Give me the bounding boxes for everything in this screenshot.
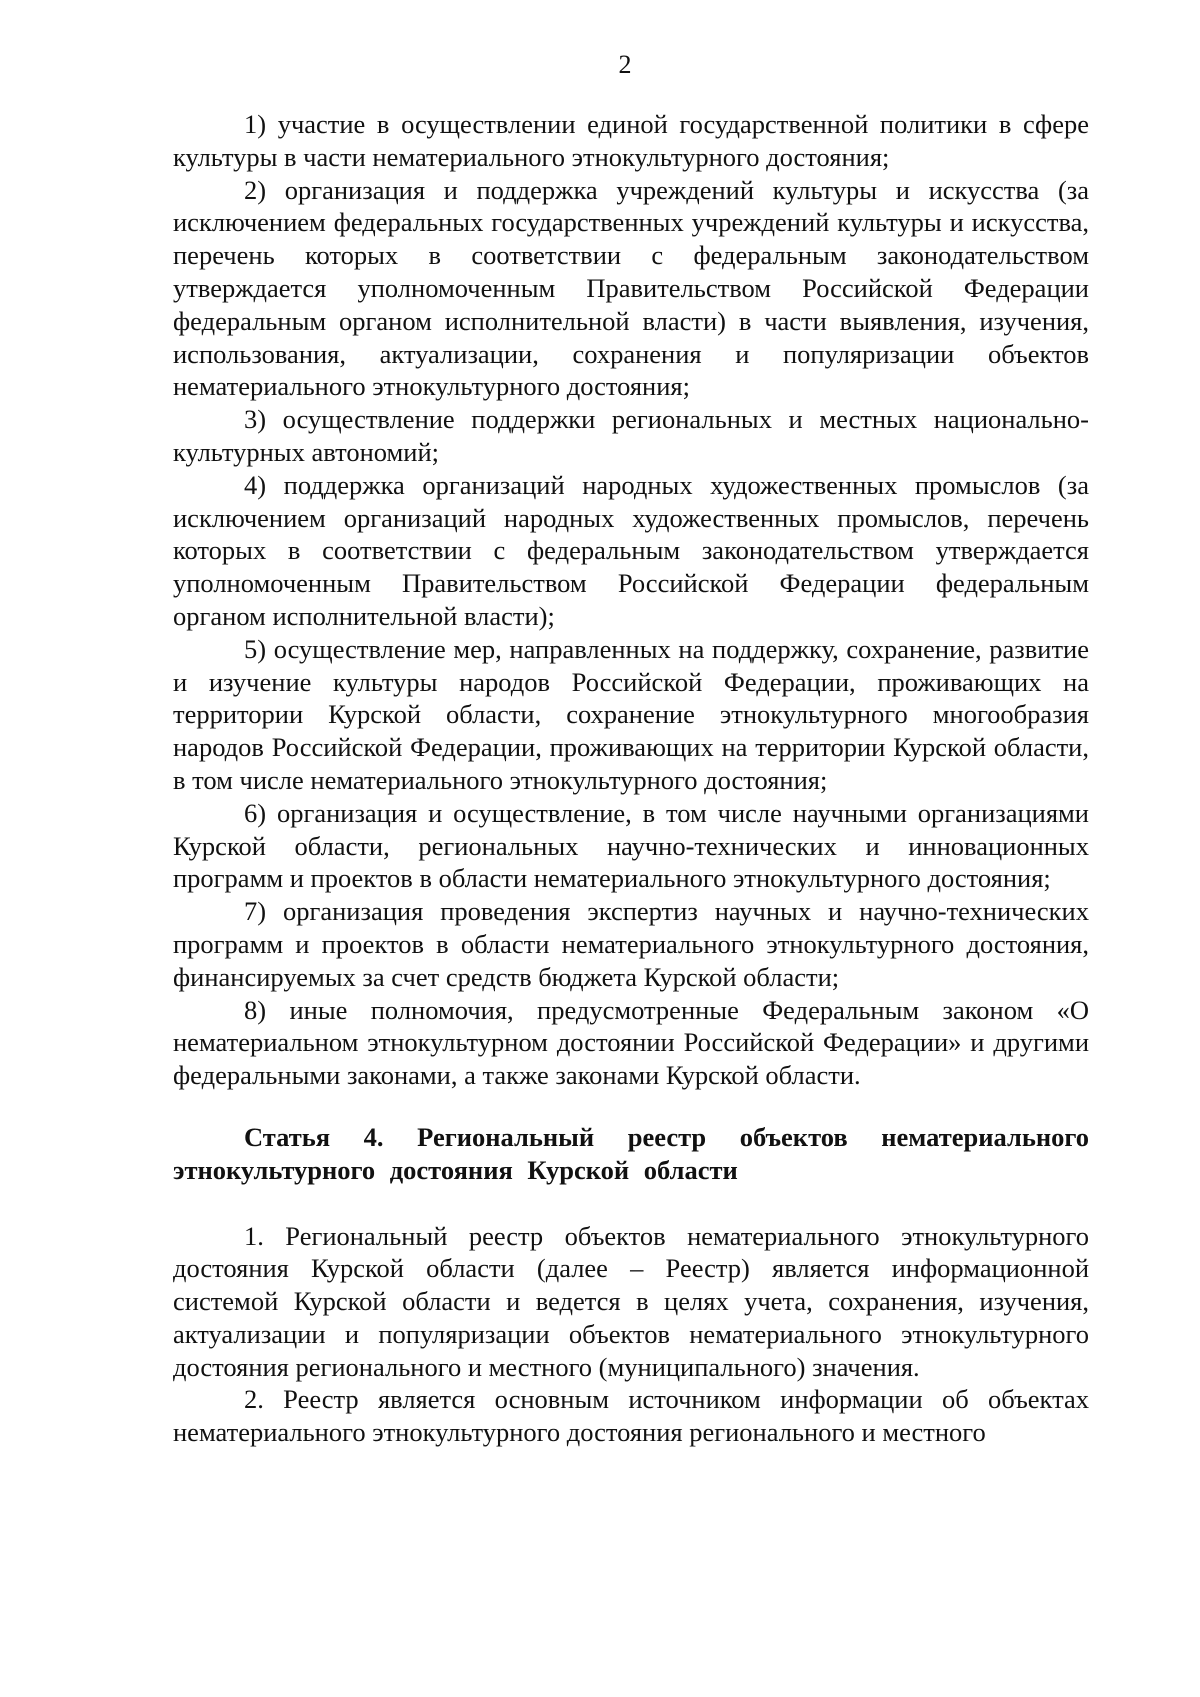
list-item-7: 7) организация проведения экспертиз научных и научно-технических программ и проектов в области нематериального этнокультурного достояния, финансируемых за счет средств бюджета Курской области; (173, 896, 1089, 992)
list-item-4: 4) поддержка организаций народных художественных промыслов (за исключением организаций народных художественных промыслов, перечень которых в соответствии с федеральным законодательством утверждается уполномоченным Правительством Российской Федерации федеральным органом исполнительной власти); (173, 469, 1089, 631)
list-item-2: 2) организация и поддержка учреждений культуры и искусства (за исключением федеральных государственных учреждений культуры и искусства, перечень которых в соответствии с федеральным законодательством утверждается уполномоченным Правительством Российской Федерации федеральным органом исполнительной власти) в части выявления, изучения, использования, актуализации, сохранения и популяризации объектов нематериального этнокультурного достояния; (173, 174, 1089, 402)
article-paragraph-2: 2. Реестр является основным источником информации об объектах нематериального этнокультурного достояния регионального и местного (173, 1384, 1089, 1448)
list-item-1: 1) участие в осуществлении единой государственной политики в сфере культуры в части нематериального этнокультурного достояния; (173, 109, 1089, 172)
document-body (173, 108, 1089, 1449)
article-paragraph-1: 1. Региональный реестр объектов нематериального этнокультурного достояния Курской области (далее – Реестр) является информационной системой Курской области и ведется в целях учета, сохранения, изучения, актуализации и популяризации объектов нематериального этнокультурного достояния регионального и местного (муниципального) значения. (173, 1220, 1089, 1382)
list-item-3: 3) осуществление поддержки региональных и местных национально-культурных автономий; (173, 404, 1089, 467)
page-number: 2 (618, 50, 632, 79)
list-item-8: 8) иные полномочия, предусмотренные Федеральным законом «О нематериальном этнокультурном достоянии Российской Федерации» и другими федеральными законами, а также законами Курской области. (173, 994, 1089, 1091)
list-item-6: 6) организация и осуществление, в том числе научными организациями Курской области, региональных научно-технических и инновационных программ и проектов в области нематериального этнокультурного достояния; (173, 797, 1089, 894)
article-heading: Статья 4. Региональный реестр объектов нематериального этнокультурного достояния Курской области (173, 1121, 1089, 1185)
list-item-5: 5) осуществление мер, направленных на поддержку, сохранение, развитие и изучение культуры народов Российской Федерации, проживающих на территории Курской области, сохранение этнокультурного многообразия народов Российской Федерации, проживающих на территории Курской области, в том числе нематериального этнокультурного достояния; (173, 633, 1089, 795)
